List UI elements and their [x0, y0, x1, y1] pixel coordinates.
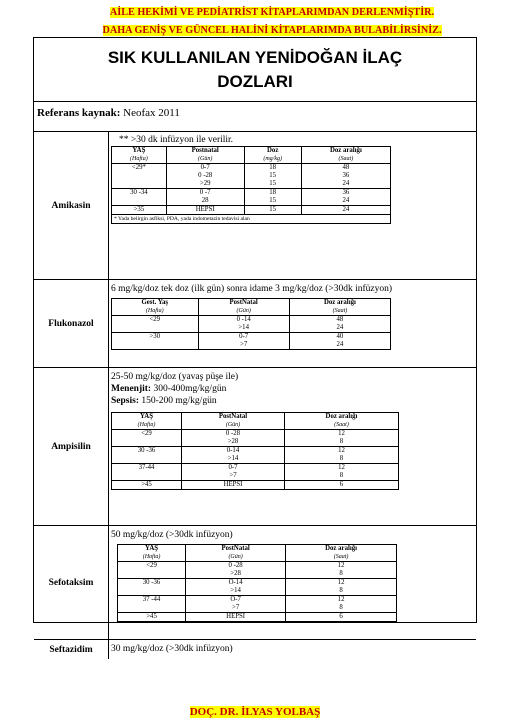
- table-row: [112, 472, 399, 481]
- title-line-2: DOZLARI: [217, 72, 293, 91]
- table-row: [118, 613, 397, 622]
- drug-row-sefotaksim: [34, 526, 476, 640]
- table-cell: 12: [338, 447, 345, 454]
- table-cell: HEPSİ: [166, 206, 244, 215]
- drug-content-ampisilin: [111, 368, 474, 525]
- reference-value: Neofax 2011: [123, 107, 180, 119]
- table-cell: 24: [342, 206, 350, 213]
- table-cell: >35: [112, 206, 167, 215]
- table-cell: 0-14: [182, 447, 285, 456]
- drug-row-ampisilin: [34, 368, 476, 526]
- table-cell: >45: [118, 613, 186, 622]
- table-header: Doz aralığı (Saat): [325, 545, 358, 560]
- table-cell: 40: [336, 333, 344, 340]
- table-header-row: [112, 413, 399, 430]
- table-cell: 0 -28: [166, 172, 244, 180]
- table-cell: >30: [112, 333, 199, 342]
- table-row: [112, 333, 391, 342]
- table-row: [118, 596, 397, 605]
- drug-row-seftazidim: [34, 640, 476, 659]
- reference-row: [34, 102, 476, 132]
- table-row: [112, 197, 391, 206]
- table-cell: 30 -36: [112, 447, 182, 456]
- author-signature: [0, 702, 510, 720]
- table-row: [118, 579, 397, 588]
- table-cell: O-7: [186, 596, 286, 605]
- table-cell: 48: [336, 316, 344, 323]
- sefotaksim-note: 50 mg/kg/doz (>30dk infüzyon): [111, 530, 233, 540]
- table-row: [112, 447, 399, 456]
- table-cell: 37 -44: [118, 596, 186, 605]
- table-cell: >14: [186, 587, 286, 596]
- table-cell: 0-7: [166, 164, 244, 173]
- table-cell: 6: [339, 481, 344, 488]
- table-cell: >7: [186, 604, 286, 613]
- drug-name-amikasin: Amikasin: [34, 132, 109, 279]
- table-cell: 8: [339, 438, 344, 445]
- table-cell: 0-7: [182, 464, 285, 473]
- table-cell: >29: [166, 180, 244, 189]
- table-cell: [118, 570, 186, 579]
- table-header: PostNatal (Gün): [186, 545, 286, 562]
- table-cell: [112, 341, 199, 350]
- table-cell: 24: [336, 324, 344, 331]
- table-cell: >45: [112, 481, 182, 490]
- table-row: [112, 324, 391, 333]
- table-cell: 48: [342, 164, 350, 171]
- table-header-row: [112, 299, 391, 316]
- drug-content-amikasin: [111, 132, 474, 279]
- table-cell: 30 -36: [118, 579, 186, 588]
- table-cell: 18: [244, 189, 301, 198]
- flukonazol-table-body: [112, 316, 391, 350]
- table-cell: 37-44: [112, 464, 182, 473]
- table-cell: 30 -34: [112, 189, 167, 198]
- table-row: [112, 341, 391, 350]
- table-cell: 8: [339, 570, 343, 577]
- table-cell: O-14: [186, 579, 286, 588]
- table-cell: 6: [339, 613, 343, 620]
- table-cell: 8: [339, 604, 343, 611]
- table-cell: 0 -28: [182, 430, 285, 439]
- table-row: [118, 604, 397, 613]
- banner-line-2: DAHA GENİŞ VE GÜNCEL HALİNİ KİTAPLARIMDA BULABİLİRSİNİZ.: [102, 25, 442, 36]
- table-cell: 12: [338, 430, 345, 437]
- table-cell: [112, 472, 182, 481]
- table-header: Doz (mg/kg): [244, 147, 301, 164]
- table-cell: >28: [182, 438, 285, 447]
- table-cell: 12: [337, 596, 345, 603]
- table-row: [112, 189, 391, 198]
- table-header: Postnatal (Gün): [166, 147, 244, 164]
- table-cell: 12: [338, 464, 345, 471]
- table-cell: 15: [244, 206, 301, 215]
- drug-name-flukonazol: Flukonazol: [34, 280, 109, 367]
- table-header: PostNatal (Gün): [182, 413, 285, 430]
- table-cell: 0 -14: [198, 316, 289, 325]
- table-cell: <29*: [112, 164, 167, 173]
- table-cell: >7: [198, 341, 289, 350]
- table-cell: 36: [342, 172, 350, 179]
- table-row: [112, 438, 399, 447]
- table-header-row: [112, 147, 391, 164]
- table-cell: 0 -7: [166, 189, 244, 198]
- sefotaksim-table: [117, 544, 397, 622]
- flukonazol-note: 6 mg/kg/doz tek doz (ilk gün) sonra idame 3 mg/kg/doz (>30dk infüzyon): [111, 284, 393, 294]
- table-cell: 8: [339, 587, 343, 594]
- table-header: PostNatal (Gün): [198, 299, 289, 316]
- table-cell: 0-7: [198, 333, 289, 342]
- amikasin-footnote: * Yada belirgin asfiksi, PDA, yada indometazin tedavisi alan: [112, 215, 391, 224]
- ampisilin-sepsis: Sepsis: 150-200 mg/kg/gün: [111, 396, 217, 406]
- table-row: [112, 180, 391, 189]
- table-cell: <29: [118, 562, 186, 571]
- table-cell: 15: [244, 180, 301, 189]
- amikasin-table-body: [112, 164, 391, 215]
- table-cell: >14: [198, 324, 289, 333]
- table-cell: 8: [339, 455, 344, 462]
- table-cell: 15: [244, 172, 301, 180]
- ampisilin-table-body: [112, 430, 399, 490]
- table-cell: 28: [166, 197, 244, 206]
- table-header: YAŞ (Hafta): [118, 545, 186, 562]
- header-banner: [74, 2, 470, 38]
- table-row: [118, 587, 397, 596]
- author-name: DOÇ. DR. İLYAS YOLBAŞ: [189, 706, 321, 718]
- table-cell: [112, 197, 167, 206]
- ampisilin-note: 25-50 mg/kg/doz (yavaş püşe ile): [111, 372, 239, 382]
- drug-name-sefotaksim: Sefotaksim: [34, 526, 109, 639]
- page-title: [34, 38, 476, 102]
- table-cell: [112, 324, 199, 333]
- table-cell: 18: [244, 164, 301, 173]
- ampisilin-menenjit: Menenjit: 300-400mg/kg/gün: [111, 384, 227, 394]
- table-cell: 24: [342, 180, 350, 187]
- table-cell: 8: [339, 472, 344, 479]
- table-row: [118, 570, 397, 579]
- table-header: Doz aralığı (Saat): [323, 299, 356, 314]
- drug-content-seftazidim: [111, 640, 474, 659]
- dose-table-frame: [33, 37, 477, 655]
- amikasin-table: [111, 146, 391, 224]
- table-cell: [118, 587, 186, 596]
- table-row: [112, 172, 391, 180]
- table-row: [112, 481, 399, 490]
- table-row: [112, 464, 399, 473]
- table-cell: <29: [112, 316, 199, 325]
- table-cell: 12: [337, 579, 345, 586]
- drug-content-sefotaksim: [111, 526, 474, 639]
- table-row: [112, 455, 399, 464]
- table-header: YAŞ (Hafta): [112, 147, 167, 164]
- table-cell: 0 -28: [186, 562, 286, 571]
- table-cell: >7: [182, 472, 285, 481]
- table-cell: HEPSİ: [182, 481, 285, 490]
- sefotaksim-table-body: [118, 562, 397, 622]
- table-header: Gest. Yaş (Hafta): [112, 299, 199, 316]
- reference-label: Referans kaynak:: [37, 107, 121, 119]
- drug-name-ampisilin: Ampisilin: [34, 368, 109, 525]
- table-cell: HEPSİ: [186, 613, 286, 622]
- drug-row-amikasin: [34, 132, 476, 280]
- title-line-1: SIK KULLANILAN YENİDOĞAN İLAÇ: [107, 48, 403, 67]
- table-header: YAŞ (Hafta): [112, 413, 182, 430]
- ampisilin-table: [111, 412, 399, 490]
- table-row: [118, 562, 397, 571]
- table-header: Doz aralığı (Saat): [329, 147, 362, 162]
- table-header-row: [118, 545, 397, 562]
- table-cell: 12: [337, 562, 345, 569]
- table-cell: 36: [342, 189, 350, 196]
- table-cell: 24: [342, 197, 350, 204]
- table-cell: [112, 180, 167, 189]
- seftazidim-note: 30 mg/kg/doz (>30dk infüzyon): [111, 644, 233, 654]
- drug-name-seftazidim: Seftazidim: [34, 640, 109, 659]
- table-cell: <29: [112, 430, 182, 439]
- flukonazol-table: [111, 298, 391, 350]
- drug-row-flukonazol: [34, 280, 476, 368]
- table-cell: [112, 172, 167, 180]
- amikasin-note: ** >30 dk infüzyon ile verilir.: [119, 135, 234, 145]
- table-cell: 15: [244, 197, 301, 206]
- table-cell: [112, 438, 182, 447]
- table-row: [112, 316, 391, 325]
- table-cell: [112, 455, 182, 464]
- table-header: Doz aralığı (Saat): [325, 413, 358, 428]
- table-row: [112, 430, 399, 439]
- banner-line-1: AİLE HEKİMİ VE PEDİATRİST KİTAPLARIMDAN DERLENMİŞTİR.: [109, 7, 435, 18]
- drug-content-flukonazol: [111, 280, 474, 367]
- table-row: [112, 206, 391, 215]
- table-cell: [118, 604, 186, 613]
- table-row: [112, 164, 391, 173]
- table-cell: 24: [336, 341, 344, 348]
- table-cell: >14: [182, 455, 285, 464]
- table-cell: >28: [186, 570, 286, 579]
